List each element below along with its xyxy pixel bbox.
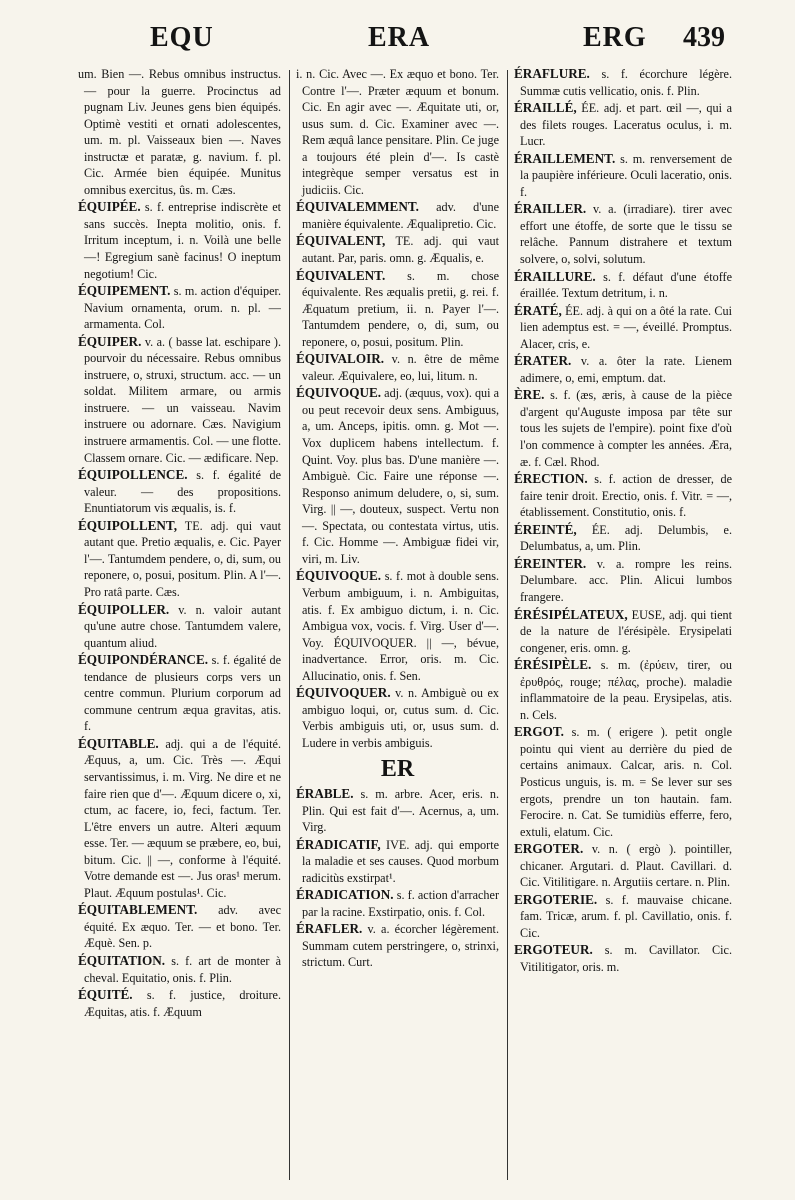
entry-headword: ÉQUIVALOIR. xyxy=(296,351,385,367)
entry-headword: ÉRAFLURE. xyxy=(514,66,590,81)
entry-headword: ER xyxy=(380,756,415,783)
entry-headword: ÉRAFLER. xyxy=(296,921,363,937)
dictionary-entry xyxy=(514,303,732,353)
entry-headword: ÉQUIPOLLENT, xyxy=(78,517,178,533)
dictionary-entry xyxy=(514,100,732,150)
entry-definition: s. f. égalité de tendance de plusieurs corps vers un centre commun. Plurium corporum ad commune centrum æqua gravitas, atis. f. xyxy=(84,653,281,734)
entry-definition: EUSE, adj. qui tient de la nature de l'érésipèle. Erysipelati congener, eris. omn. g. xyxy=(520,607,732,655)
entry-definition: i. n. Cic. Avec —. Ex æquo et bono. Ter. Contre l'—. Præter æquum et bonum. Cic. En agir avec —. Æquitate uti, or, usus sum. d. Cic. Examiner avec —. Rem æquâ lance pensitare. Plin. Ce juge a toujours été plein d'—. Is castè integrèque semper versatus est in judiciis. Cic. xyxy=(296,67,499,197)
entry-definition: um. Bien —. Rebus omnibus instructus. — pour la guerre. Procinctus ad pugnam Liv. Jeunes gens bien équipés. Optimè vestiti et ornati adolescentes, um. m. pl. Vaisseaux bien —. Naves instructæ et paratæ, g. navium. f. pl. Cic. Armée bien équipée. Munitus omnibus exercitus, ûs. m. Cæs. xyxy=(78,67,281,197)
dictionary-entry xyxy=(514,387,732,470)
entry-definition: v. n. valoir autant qu'une autre chose. Tantumdem valere, quantum aliud. xyxy=(84,602,281,650)
dictionary-entry xyxy=(514,269,732,302)
entry-definition: v. a. ôter la rate. Lienem adimere, o, emi, emptum. dat. xyxy=(520,354,732,385)
running-head-right: ERG xyxy=(583,22,647,53)
dictionary-entry xyxy=(296,199,499,232)
entry-headword: ÉRATÉ, xyxy=(514,302,562,318)
entry-definition: v. n. être de même valeur. Æquivalere, eo, lui, litum. n. xyxy=(302,352,499,383)
entry-definition: s. m. Cavillator. Cic. Vitilitigator, oris. m. xyxy=(520,943,732,974)
dictionary-entry xyxy=(296,351,499,384)
entry-headword: ÉQUIPOLLER. xyxy=(78,601,170,617)
dictionary-entry xyxy=(78,467,281,517)
dictionary-entry xyxy=(514,471,732,521)
dictionary-entry xyxy=(296,568,499,684)
entry-definition: adv. d'une manière équivalente. Æqualipretio. Cic. xyxy=(302,200,499,231)
entry-definition: s. f. justice, droiture. Æquitas, atis. f. Æquum xyxy=(84,988,281,1019)
entry-definition: adj. qui a de l'équité. Æquus, a, um. Cic. Très —. Æqui servantissimus, i. m. Virg. Ne dire et ne faire rien que d'—. Æquum dicere o, xi, ctum, ac facere, io, feci, factum. Ter. L'être envers un autre. Alteri æquum esse. Ter. — æquum se præbere, eo, bui, bitum. Cic. || —, conforme à l'équité. Votre demande est —. Jus oras¹ merum. Plaut. Æquum postulas¹. Cic. xyxy=(84,736,281,900)
entry-definition: TE. adj. qui vaut autant. Par, paris. omn. g. Æqualis, e. xyxy=(302,234,499,266)
entry-definition: adv. avec équité. Ex æquo. Ter. — et bono. Ter. Æquè. Sen. p. xyxy=(84,903,281,951)
entry-definition: s. m. renversement de la paupière inférieure. Oculi laceratio, onis. f. xyxy=(520,151,732,199)
entry-headword: ÉQUITABLE. xyxy=(78,735,159,751)
entry-headword: ÉRÉSIPÈLE. xyxy=(514,657,592,673)
dictionary-entry xyxy=(514,892,732,942)
entry-headword: ÉQUITÉ. xyxy=(78,987,133,1003)
dictionary-entry xyxy=(514,151,732,201)
dictionary-entry xyxy=(78,652,281,735)
dictionary-entry xyxy=(78,987,281,1020)
entry-headword: ÉRECTION. xyxy=(514,471,588,487)
entry-definition: s. m. chose équivalente. Res æqualis pretii, g. rei. f. Æquatum pretium, ii. n. Payer l'—. Tantumdem pendere, o, di, sum, ou reponere, o, posui, positum. Plin. xyxy=(302,268,499,349)
entry-definition: s. f. égalité de valeur. — des propositions. Enuntiatorum vis æqualis, is. f. xyxy=(84,468,281,516)
entry-headword: ÉQUIPOLLENCE. xyxy=(78,467,188,483)
text-columns xyxy=(78,66,733,1184)
entry-definition: v. n. ( ergò ). pointiller, chicaner. Argutari. d. Plaut. Cavillari. d. Cic. Vitilitigare. n. Argutiis certare. n. Plin. xyxy=(520,842,732,890)
dictionary-entry xyxy=(514,724,732,840)
entry-headword: ÉRAILLÉ, xyxy=(514,100,577,116)
entry-headword: ERGOTER. xyxy=(514,841,584,857)
dictionary-entry xyxy=(514,942,732,975)
entry-headword: ÉQUIPONDÉRANCE. xyxy=(78,652,209,668)
entry-headword: ÉREINTER. xyxy=(514,555,587,571)
entry-headword: ÉQUIVOQUE. xyxy=(296,568,382,584)
entry-headword: ÉREINTÉ, xyxy=(514,521,577,537)
section-heading xyxy=(296,756,499,783)
entry-headword: ERGOTERIE. xyxy=(514,891,598,907)
entry-definition: IVE. adj. qui emporte la maladie et ses causes. Quod morbum radicitùs exstirpat¹. xyxy=(302,837,499,885)
entry-definition: s. f. entreprise indiscrète et sans succès. Inepta molitio, onis. f. Irritum inceptum, i. n. Voilà une belle—! Egregium sanè facinus! O ineptum negotium! Cic. xyxy=(84,200,281,281)
dictionary-entry xyxy=(296,385,499,567)
entry-definition: v. a. (irradiare). tirer avec effort une étoffe, de sorte que le tissu se relâche. Pannum distrahere et textum solvere, o, solvi, solutum. xyxy=(520,202,732,267)
entry-definition: s. m. ( erigere ). petit ongle pointu qui vient au derrière du pied de certains animaux. Calcar, aris. n. Col. Posticus unguis, is. m. = Se lever sur ses ergots, prendre un ton hautain. fam. Ferocire. n. Cat. Se tumidiùs efferre, fero, extuli, elatum. Cic. xyxy=(520,725,732,839)
entry-definition: s. f. mauvaise chicane. fam. Tricæ, arum. f. pl. Cavillatio, onis. f. Cic. xyxy=(520,892,732,940)
dictionary-entry xyxy=(78,736,281,901)
entry-headword: ERGOT. xyxy=(514,724,564,740)
dictionary-entry xyxy=(78,283,281,333)
column-right xyxy=(514,66,732,1184)
entry-definition: s. f. écorchure légère. Summæ cutis vellicatio, onis. f. Plin. xyxy=(520,67,732,98)
entry-definition: v. a. écorcher légèrement. Summam cutem perstringere, o, strinxi, strictum. Curt. xyxy=(302,922,499,970)
dictionary-entry xyxy=(78,902,281,952)
column-left xyxy=(78,66,281,1184)
entry-headword: ÈRE. xyxy=(514,387,545,403)
entry-headword: ERGOTEUR. xyxy=(514,942,593,958)
column-divider xyxy=(289,70,290,1180)
entry-definition: s. f. (æs, æris, à cause de la pièce d'argent qu'Auguste imposa par tête sur tous les sujets de l'empire). point fixe d'où l'on commence à compter les années. Æra, æ. f. Cæl. Rhod. xyxy=(520,388,732,469)
dictionary-entry xyxy=(514,522,732,555)
entry-headword: ÉQUIPÉE. xyxy=(78,199,141,215)
dictionary-entry xyxy=(78,66,281,198)
entry-definition: v. n. Ambiguè ou ex ambiguo loqui, or, cutus sum. d. Cic. Verbis ambiguis uti, or, usus sum. d. Ludere in verbis ambiguis. xyxy=(302,686,499,750)
dictionary-entry xyxy=(296,921,499,971)
entry-headword: ÉQUIPER. xyxy=(78,333,142,349)
entry-definition: v. a. ( basse lat. eschipare ). pourvoir du nécessaire. Rebus omnibus instruere, o, struxi, structum. acc. — un soldat. Militem armare, ou armis instruere. — un vaisseau. Navim instruere ou adornare. Cæs. Navigium instruere armamentis. Col. — une flotte. Classem ornare. Cic. — ædificare. Nep. xyxy=(84,334,281,465)
entry-headword: ÉRAILLER. xyxy=(514,201,587,217)
dictionary-entry xyxy=(296,786,499,836)
dictionary-entry xyxy=(78,334,281,466)
entry-definition: ÉE. adj. à qui on a ôté la rate. Cui lien ademptus est. = —, éveillé. Promptus. Alacer, cris, e. xyxy=(520,303,732,351)
entry-headword: ÉQUIVOQUE. xyxy=(296,385,382,401)
entry-headword: ÉQUIPEMENT. xyxy=(78,283,171,299)
entry-definition: s. f. action d'arracher par la racine. Exstirpatio, onis. f. Col. xyxy=(302,888,499,919)
dictionary-entry xyxy=(296,268,499,351)
entry-definition: s. m. arbre. Acer, eris. n. Plin. Qui est fait d'—. Acernus, a, um. Virg. xyxy=(302,786,499,835)
entry-definition: s. m. (ἐρύειν, tirer, ou ἐρυθρός, rouge; πέλας, proche). maladie inflammatoire de la peau. Erysipelas, atis. n. Cels. xyxy=(520,658,732,722)
dictionary-entry xyxy=(514,353,732,386)
entry-headword: ÉQUIVALEMMENT. xyxy=(296,199,419,215)
dictionary-entry xyxy=(296,66,499,198)
entry-definition: ÉE. adj. Delumbis, e. Delumbatus, a, um. Plin. xyxy=(520,522,732,554)
dictionary-entry xyxy=(514,556,732,606)
dictionary-entry xyxy=(296,837,499,887)
running-head-left: EQU xyxy=(150,22,214,53)
entry-definition: s. f. action de dresser, de faire tenir droit. Erectio, onis. f. Vitr. = —, établissement. Constitutio, onis. f. xyxy=(520,472,732,520)
column-middle xyxy=(296,66,499,1184)
dictionary-entry xyxy=(514,657,732,723)
entry-headword: ÉRABLE. xyxy=(296,785,354,801)
dictionary-entry xyxy=(296,685,499,751)
entry-headword: ÉQUIVALENT, xyxy=(296,233,386,249)
dictionary-entry xyxy=(514,201,732,267)
page-number: 439 xyxy=(683,22,725,53)
entry-headword: ÉRATER. xyxy=(514,353,572,369)
dictionary-entry xyxy=(78,199,281,282)
entry-headword: ÉRÉSIPÉLATEUX, xyxy=(514,606,628,622)
entry-headword: ÉQUIVALENT. xyxy=(296,267,386,283)
entry-headword: ÉRADICATIF, xyxy=(296,836,381,852)
entry-headword: ÉRAILLEMENT. xyxy=(514,150,616,166)
dictionary-entry xyxy=(514,841,732,891)
dictionary-entry xyxy=(514,66,732,99)
entry-definition: s. f. défaut d'une étoffe éraillée. Textum detritum, i. n. xyxy=(520,269,732,301)
dictionary-entry xyxy=(78,518,281,601)
entry-headword: ÉRADICATION. xyxy=(296,887,394,903)
entry-definition: v. a. rompre les reins. Delumbare. acc. Plin. Alicui lumbos frangere. xyxy=(520,556,732,604)
dictionary-entry xyxy=(296,887,499,920)
entry-definition: s. f. art de monter à cheval. Equitatio, onis. f. Plin. xyxy=(84,953,281,985)
dictionary-entry xyxy=(78,953,281,986)
dictionary-entry xyxy=(78,602,281,652)
entry-headword: ÉQUITATION. xyxy=(78,952,166,968)
dictionary-entry xyxy=(296,233,499,266)
entry-definition: adj. (æquus, vox). qui a ou peut recevoir deux sens. Ambiguus, a, um. Anceps, ipitis. omn. g. Mot —. Vox duplicem habens intellectum. f. Quint. Voy. plus bas. D'une manière —. Ambiguè. Cic. Faire une réponse —. Responso animum deludere, o, si, sum. Virg. || —, douteux, suspect. Vertu non —. Spectata, ou contestata virtus, utis. f. Cic. Homme —. Ambiguæ fidei vir, viri, m. Liv. xyxy=(302,386,499,566)
column-divider xyxy=(507,70,508,1180)
entry-definition: s. m. action d'équiper. Navium ornamenta, orum. n. pl. —armamenta. Col. xyxy=(84,284,281,332)
entry-headword: ÉQUIVOQUER. xyxy=(296,685,391,701)
entry-definition: ÉE. adj. et part. œil —, qui a des filets rouges. Laceratus oculus, i. m. Lucr. xyxy=(520,101,732,149)
page-header xyxy=(0,22,795,68)
dictionary-entry xyxy=(514,607,732,657)
entry-definition: TE. adj. qui vaut autant que. Pretio æqualis, e. Cic. Payer l'—. Tantumdem pendere, o, di, sum, ou reponere, o, posui, positum. Plin. A l'—. Pro ratâ parte. Cæs. xyxy=(84,518,281,599)
entry-headword: ÉRAILLURE. xyxy=(514,268,596,284)
entry-headword: ÉQUITABLEMENT. xyxy=(78,902,198,918)
entry-definition: s. f. mot à double sens. Verbum ambiguum, i. n. Ambiguitas, atis. f. Ex ambiguo dictum, i. n. Cic. Ambigua vox, vocis. f. Virg. User d'—. Voy. ÉQUIVOQUER. || —, bévue, inadvertance. Error, oris. m. Cic. Allucinatio, onis. f. Sen. xyxy=(302,569,499,683)
running-head-center: ERA xyxy=(368,22,431,53)
